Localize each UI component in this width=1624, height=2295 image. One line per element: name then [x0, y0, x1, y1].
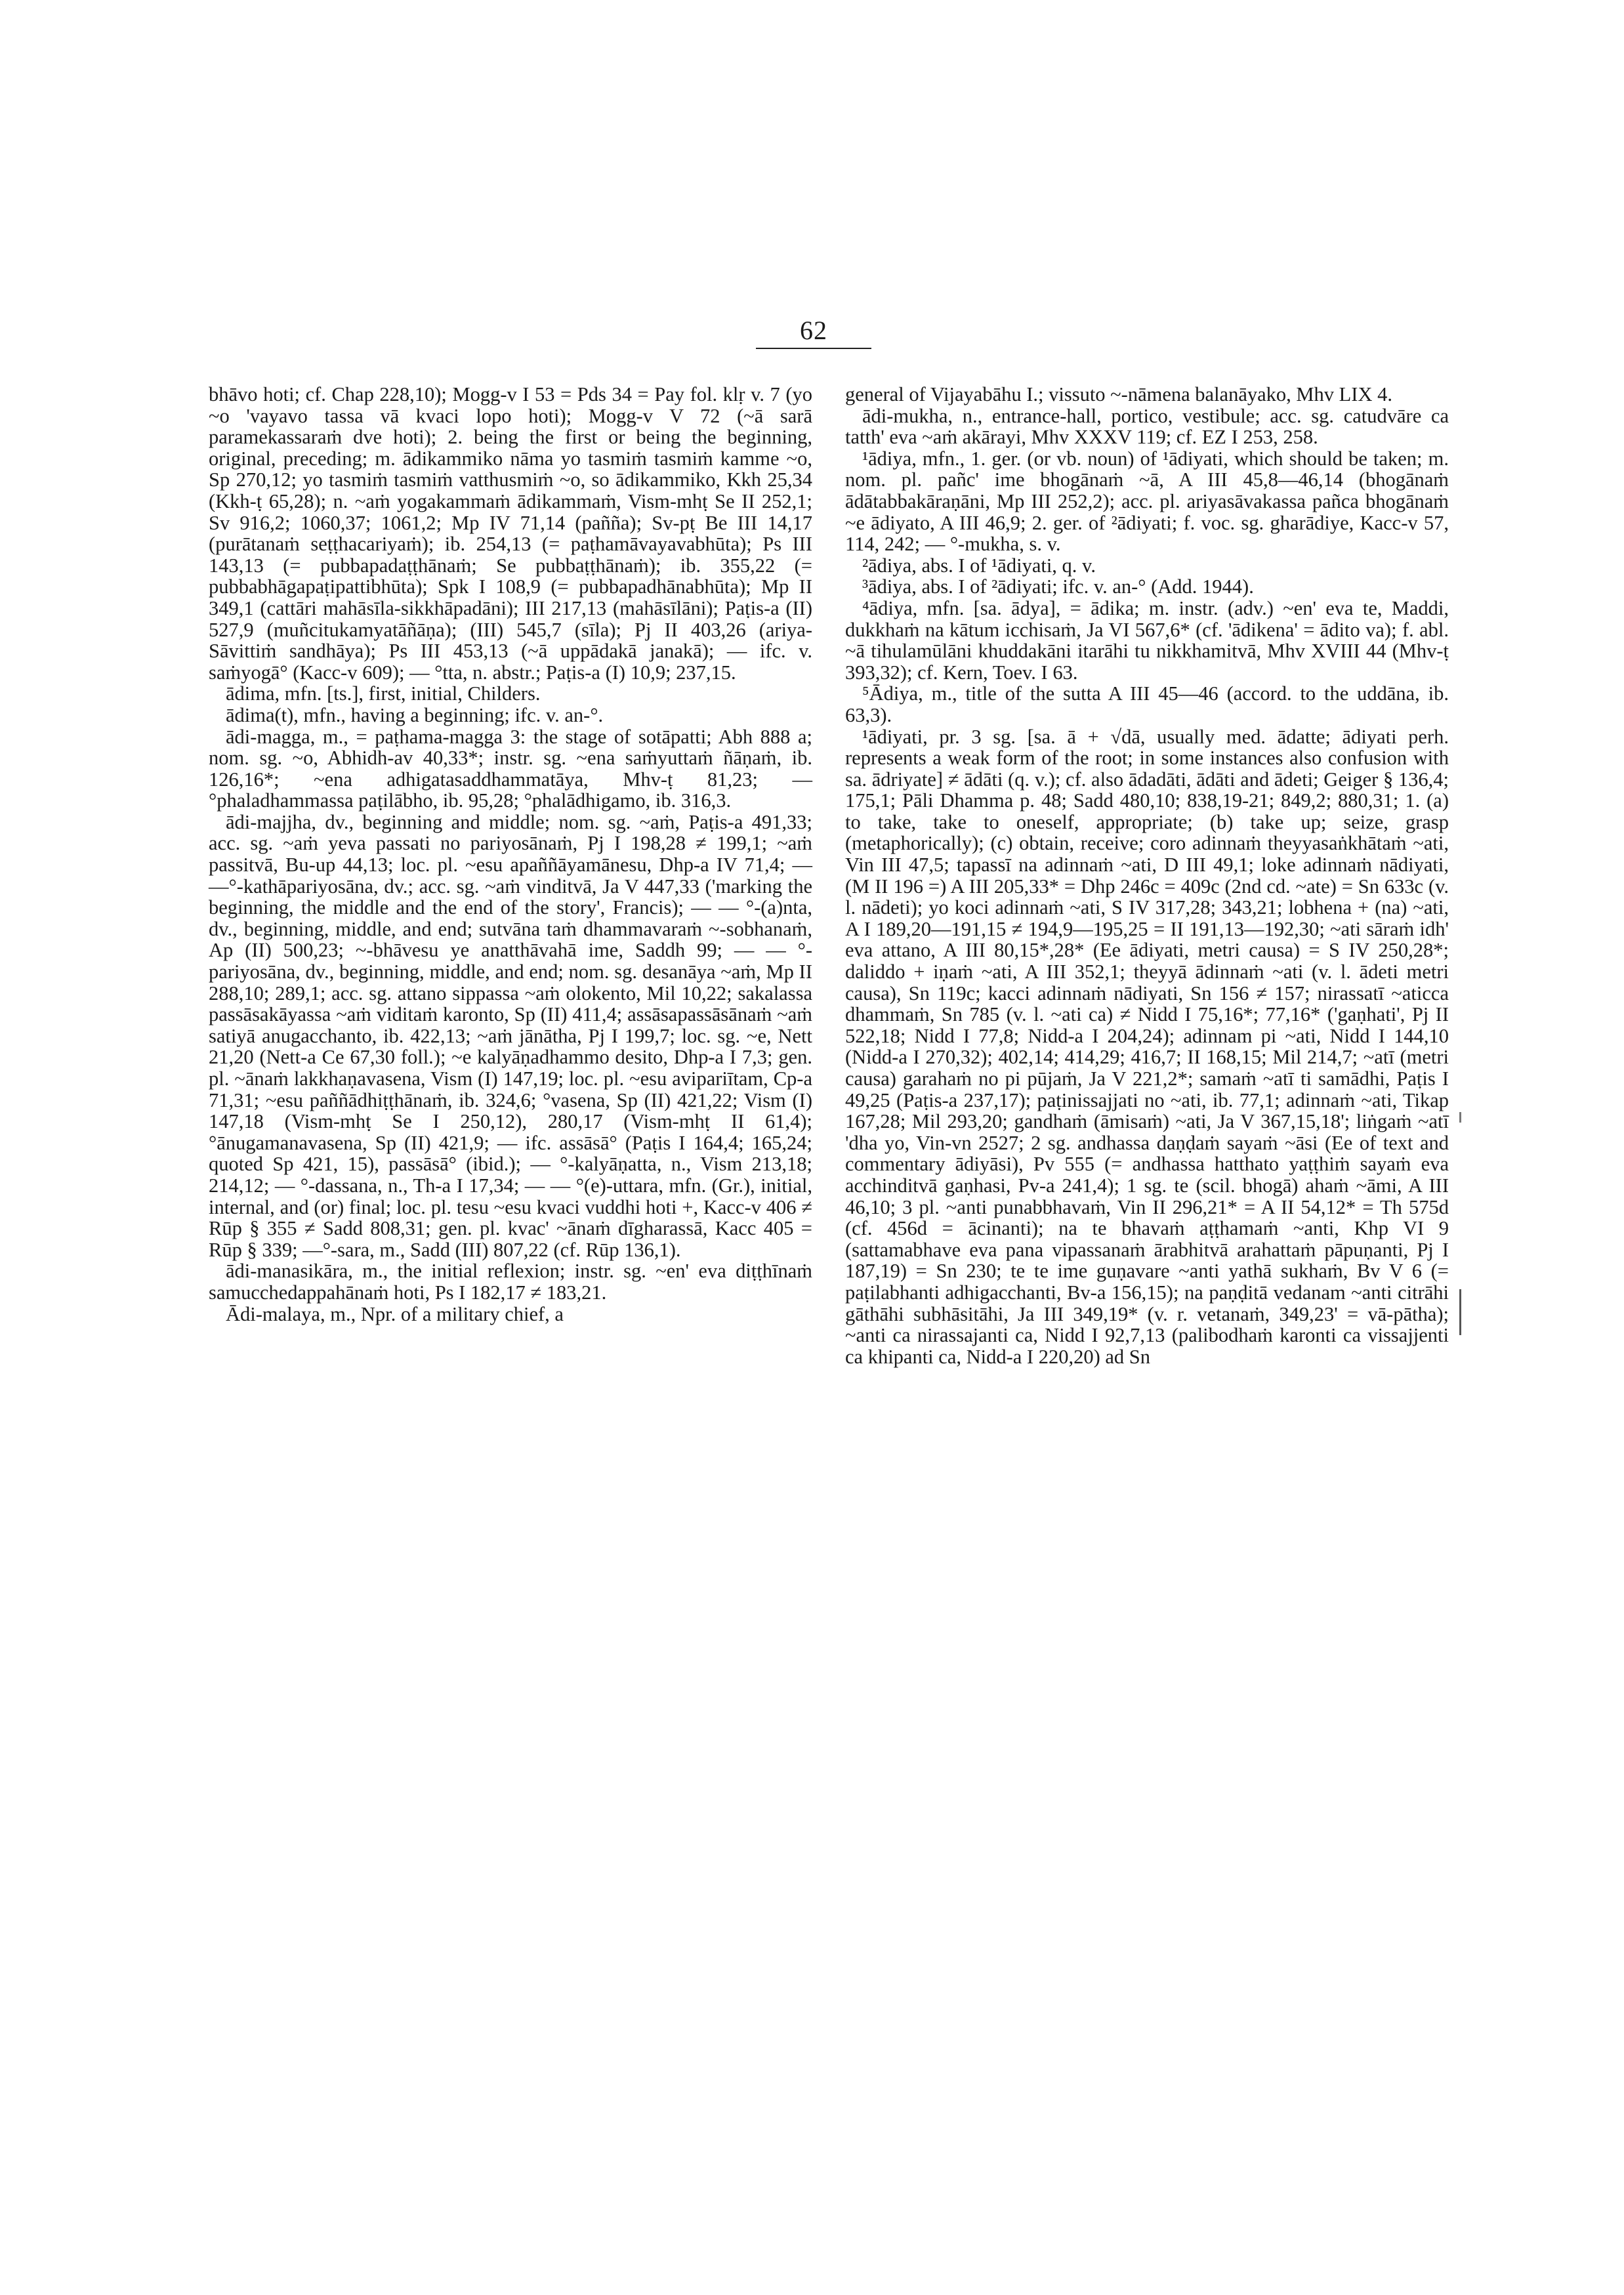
margin-mark	[1459, 1112, 1461, 1123]
entry-adi-mukha: ādi-mukha, n., entrance-hall, portico, vestibule; acc. sg. catudvāre ca tatth' eva ~aṁ akārayi, Mhv XXXV 119; cf. EZ I 253, 258.	[845, 404, 1449, 449]
entry-adi-manasikara: ādi-manasikāra, m., the initial reflexion; instr. sg. ~en' eva diṭṭhīnaṁ samucchedappahānaṁ hoti, Ps I 182,17 ≠ 183,21.	[209, 1260, 812, 1304]
page-number: 62	[800, 316, 827, 345]
entry-adi-magga: ādi-magga, m., = paṭhama-magga 3: the stage of sotāpatti; Abh 888 a; nom. sg. ~o, Abhidh-av 40,33*; instr. sg. ~ena saṁyuttaṁ ñāṇaṁ, ib. 126,16*; ~ena adhigatasaddhammatāya, Mhv-ṭ 81,23; — °phaladhammassa paṭilābho, ib. 95,28; °phalādhigamo, ib. 316,3.	[209, 725, 812, 812]
entry-adima: ādima, mfn. [ts.], first, initial, Childers.	[226, 682, 541, 705]
margin-mark	[1459, 1289, 1461, 1335]
entry-adiyati: ¹ādiyati, pr. 3 sg. [sa. ā + √dā, usually med. ādatte; ādiyati perh. represents a weak form of the root; in some instances also confusion with sa. ādriyate] ≠ ādāti (q. v.); cf. also ādadāti, ādāti and ādeti; Geiger § 136,4; 175,1; Pāli Dhamma p. 48; Sadd 480,10; 838,19-21; 849,2; 880,31; 1. (a) to take, take to oneself, appropriate; (b) take up; seize, grasp (metaphorically); (c) obtain, receive; coro adinnaṁ theyyasaṅkhātaṁ ~ati, Vin III 47,5; tapassī na adinnaṁ ~ati, D III 49,1; loke adinnaṁ nādiyati, (M II 196 =) A III 205,33* = Dhp 246c = 409c (2nd cd. ~ate) = Sn 633c (v. l. nādeti); yo koci adinnaṁ ~ati, S IV 317,28; 343,21; lobhena + (na) ~ati, A I 189,20—191,15 ≠ 194,9—195,25 = II 191,13—192,30; ~ati sāraṁ idh' eva attano, A III 80,15*,28* (Ee ādiyati, metri causa) = S IV 250,28*; daliddo + iṇaṁ ~ati, A III 352,1; theyyā ādinnaṁ ~ati (v. l. ādeti metri causa), Sn 119c; kacci adinnaṁ nādiyati, Sn 156 ≠ 157; nirassatī ~aticca dhammaṁ, Sn 785 (v. l. ~ati ca) ≠ Nidd I 75,16*; 77,16* ('gaṇhati', Pj II 522,18; Nidd I 77,8; Nidd-a I 204,24); adinnam pi ~ati, Nidd I 144,10 (Nidd-a I 270,32); 402,14; 414,29; 416,7; II 168,15; Mil 214,7; ~atī (metri causa) garahaṁ no pi pūjaṁ, Ja V 221,2*; samaṁ ~atī ti samādhi, Paṭis I 49,25 (Paṭis-a 237,17); paṭinissajjati no ~ati, ib. 77,1; adinnaṁ ~ati, Tikap 167,28; Mil 293,20; gandhaṁ (āmisaṁ) ~ati, Ja V 367,15,18'; liṅgaṁ ~atī 'dha yo, Vin-vn 2527; 2 sg. andhassa daṇḍaṁ sayaṁ ~āsi (Ee of text and commentary ādiyāsi), Pv 555 (= andhassa hatthato yaṭṭhiṁ sayaṁ eva acchinditvā gaṇhasi, Pv-a 241,4); 1 sg. te (scil. bhogā) ahaṁ ~āmi, A III 46,10; 3 pl. ~anti punabbhavaṁ, Vin II 296,21* = A II 54,12* = Th 575d (cf. 456d = ācinanti); na te bhavaṁ aṭṭhamaṁ ~anti, Khp VI 9 (sattamabhave eva pana vipassanaṁ ārabhitvā arahattaṁ pāpuṇanti, Pj I 187,19) = Sn 230; te te ime guṇavare ~anti yathā sukhaṁ, Bv V 6 (= paṭilabhanti adhigacchanti, Bv-a 156,15); na paṇḍitā vedanam ~anti citrāhi gāthāhi subhāsitāhi, Ja III 349,19* (v. r. vetanaṁ, 349,23' = vā-pātha); ~anti ca nirassajanti ca, Nidd I 92,7,13 (palibodhaṁ karonti ca vissajjenti ca khipanti ca, Nidd-a I 220,20) ad Sn	[845, 725, 1449, 1368]
right-column	[845, 384, 1449, 1367]
entry-adiya-2: ²ādiya, abs. I of ¹ādiyati, q. v.	[862, 554, 1096, 577]
entry-adi-majjha: ādi-majjha, dv., beginning and middle; nom. sg. ~aṁ, Paṭis-a 491,33; acc. sg. ~aṁ yeva passati no pariyosānaṁ, Pj I 198,28 ≠ 199,1; ~aṁ passitvā, Bu-up 44,13; loc. pl. ~esu apaññāyamānesu, Dhp-a IV 71,4; — —°-kathāpariyosāna, dv.; acc. sg. ~aṁ vinditvā, Ja V 447,33 ('marking the beginning, the middle and the end of the story', Francis); — — °-(a)nta, dv., beginning, middle, and end; sutvāna taṁ dhammavaraṁ ~-sobhanaṁ, Ap (II) 500,23; ~-bhāvesu ye anatthāvahā ime, Saddh 99; — — °-pariyosāna, dv., beginning, middle, and end; nom. sg. desanāya ~aṁ, Mp II 288,10; 289,1; acc. sg. attano sippassa ~aṁ olokento, Mil 10,22; sakalassa passāsakāyassa ~aṁ viditaṁ karonto, Sp (II) 411,4; assāsapassāsānaṁ ~aṁ satiyā anugacchanto, ib. 422,13; ~aṁ jānātha, Pj I 199,7; loc. sg. ~e, Nett 21,20 (Nett-a Ce 67,30 foll.); ~e kalyāṇadhammo desito, Dhp-a I 7,3; gen. pl. ~ānaṁ lakkhaṇavasena, Vism (I) 147,19; loc. pl. ~esu avipariītam, Cp-a 71,31; ~esu paññādhiṭṭhānaṁ, ib. 324,6; °vasena, Sp (II) 421,22; Vism (I) 147,18 (Vism-mhṭ Se I 250,12), 280,17 (Vism-mhṭ II 61,4); °ānugamanavasena, Sp (II) 421,9; — ifc. assāsā° (Paṭis I 164,4; 165,24; quoted Sp 421, 15), passāsā° (ibid.); — °-kalyāṇatta, n., Vism 213,18; 214,12; — °-dassana, n., Th-a I 17,34; — — °(e)-uttara, mfn. (Gr.), initial, internal, and (or) final; loc. pl. tesu ~esu kvaci vuddhi hoti +, Kacc-v 406 ≠ Rūp § 355 ≠ Sadd 808,31; gen. pl. kvac' ~ānaṁ dīgharassā, Kacc 405 = Rūp § 339; —°-sara, m., Sadd (III) 807,22 (cf. Rūp 136,1).	[209, 810, 812, 1261]
entry-adimat: ādima(t), mfn., having a beginning; ifc. v. an-°.	[226, 703, 604, 726]
entry-text: bhāvo hoti; cf. Chap 228,10); Mogg-v I 53 = Pds 34 = Pay fol. klṛ v. 7 (yo ~o 'vayavo tassa vā kvaci lopo hoti); Mogg-v V 72 (~ā sarā paramekassaraṁ dve hoti); 2. being the first or being the beginning, original, preceding; m. ādikammiko nāma yo tasmiṁ tasmiṁ kamme ~o, Sp 270,12; yo tasmiṁ tasmiṁ vatthusmiṁ ~o, so ādikammiko, Kkh 25,34 (Kkh-ṭ 65,28); n. ~aṁ yogakammaṁ ādikammaṁ, Vism-mhṭ Se II 252,1; Sv 916,2; 1060,37; 1061,2; Mp IV 71,14 (pañña); Sv-pṭ Be III 14,17 (purātanaṁ seṭṭhacariyaṁ); ib. 254,13 (= paṭhamāvayavabhūta); Ps III 143,13 (= pubbapadaṭṭhānaṁ; Se pubbaṭṭhānaṁ); ib. 355,22 (= pubbabhāgapaṭipattibhūta); Spk I 108,9 (= pubbapadhānabhūta); Mp II 349,1 (cattāri mahāsīla-sikkhāpadāni); III 217,13 (mahāsīlāni); Paṭis-a (II) 527,9 (muñcitukamyatāñāṇa); (III) 545,7 (sīla); Pj II 403,26 (ariya-Sāvittiṁ sandhāya); Ps III 453,13 (~ā uppādakā janakā); — ifc. v. saṁyogā° (Kacc-v 609); — °tta, n. abstr.; Paṭis-a (I) 10,9; 237,15.	[209, 383, 812, 684]
entry-adiya-4: ⁴ādiya, mfn. [sa. ādya], = ādika; m. instr. (adv.) ~en' eva te, Maddi, dukkhaṁ na kātum icchisaṁ, Ja VI 567,6* (cf. 'ādikena' = ādito va); f. abl. ~ā tihulamūlāni khuddakāni itarāhi tu nikkhamitvā, Mhv XVIII 44 (Mhv-ṭ 393,32); cf. Kern, Toev. I 63.	[845, 596, 1449, 684]
header-rule	[756, 348, 871, 349]
left-column	[209, 384, 812, 1325]
entry-adi-malaya: Ādi-malaya, m., Npr. of a military chief, a	[226, 1302, 564, 1325]
entry-continuation: general of Vijayabāhu I.; vissuto ~-nāmena balanāyako, Mhv LIX 4.	[845, 383, 1392, 405]
entry-adiya-5: ⁵Ādiya, m., title of the sutta A III 45—46 (accord. to the uddāna, ib. 63,3).	[845, 682, 1449, 726]
entry-adiya-1: ¹ādiya, mfn., 1. ger. (or vb. noun) of ¹ādiyati, which should be taken; m. nom. pl. pañc' ime bhogānaṁ ~ā, A III 45,8—46,14 (bhogānaṁ ādātabbakāraṇāni, Mp III 252,2); acc. pl. ariyasāvakassa pañca bhogānaṁ ~e ādiyato, A III 46,9; 2. ger. of ²ādiyati; f. voc. sg. gharādiye, Kacc-v 57, 114, 242; — °-mukha, s. v.	[845, 447, 1449, 556]
entry-adiya-3: ³ādiya, abs. I of ²ādiyati; ifc. v. an-° (Add. 1944).	[862, 575, 1254, 598]
